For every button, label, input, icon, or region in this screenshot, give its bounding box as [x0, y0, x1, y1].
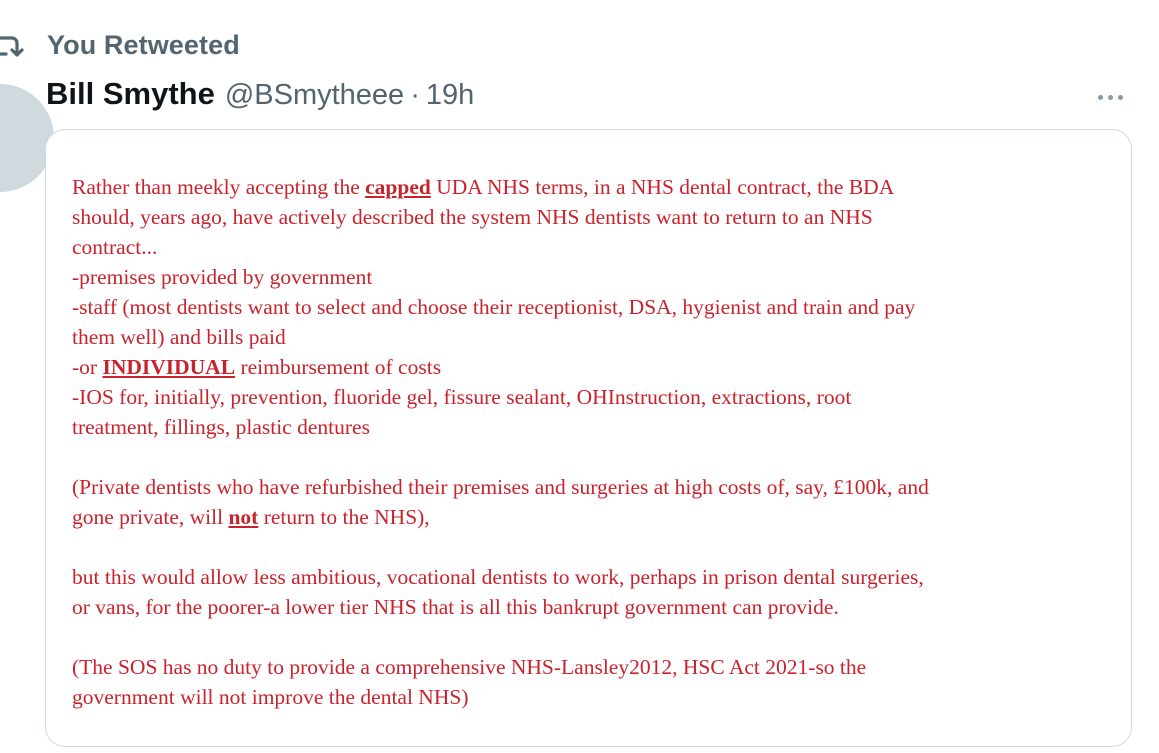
tweet-header [46, 76, 474, 116]
doc-line: but this would allow less ambitious, vocational dentists to work, perhaps in prison dental surgeries, [72, 565, 924, 589]
more-dot [1118, 95, 1123, 100]
paragraph-gap [72, 532, 1112, 562]
tweet-timestamp[interactable]: 19h [425, 79, 475, 111]
doc-text: return to the NHS), [258, 505, 430, 529]
more-dot [1098, 95, 1103, 100]
retweet-label: You Retweeted [47, 30, 240, 60]
retweet-icon [0, 32, 28, 60]
doc-emphasis: capped [365, 175, 431, 199]
doc-line: should, years ago, have actively described the system NHS dentists want to return to an NHS [72, 205, 873, 229]
more-dot [1108, 95, 1113, 100]
document-text [72, 172, 1112, 712]
doc-line: -IOS for, initially, prevention, fluoride gel, fissure sealant, OHInstruction, extractions, root [72, 385, 852, 409]
doc-line: treatment, fillings, plastic dentures [72, 415, 370, 439]
doc-line [72, 502, 1112, 532]
doc-line: (Private dentists who have refurbished their premises and surgeries at high costs of, say, £100k, and [72, 475, 929, 499]
doc-line [72, 172, 1112, 202]
doc-text: reimbursement of costs [235, 355, 442, 379]
author-handle[interactable]: @BSmytheee [224, 79, 405, 111]
doc-line: or vans, for the poorer-a lower tier NHS that is all this bankrupt government can provide. [72, 595, 839, 619]
paragraph-gap [72, 622, 1112, 652]
doc-line: -staff (most dentists want to select and choose their receptionist, DSA, hygienist and train and pay [72, 295, 916, 319]
doc-text: -or [72, 355, 103, 379]
doc-line: -premises provided by government [72, 265, 373, 289]
doc-line: (The SOS has no duty to provide a comprehensive NHS-Lansley2012, HSC Act 2021-so the [72, 655, 867, 679]
doc-emphasis: INDIVIDUAL [102, 355, 236, 379]
doc-line [72, 352, 1112, 382]
doc-line: government will not improve the dental NHS) [72, 685, 469, 709]
header-separator: · [410, 79, 420, 111]
doc-emphasis: not [228, 505, 259, 529]
paragraph-gap [72, 442, 1112, 472]
doc-text: Rather than meekly accepting the [72, 175, 366, 199]
doc-text: UDA NHS terms, in a NHS dental contract, the BDA [430, 175, 895, 199]
doc-line: them well) and bills paid [72, 325, 286, 349]
author-display-name[interactable]: Bill Smythe [46, 76, 215, 111]
more-options-icon[interactable] [1098, 92, 1134, 102]
doc-line: contract... [72, 235, 158, 259]
doc-text: gone private, will [72, 505, 229, 529]
tweet-image[interactable] [45, 129, 1132, 747]
